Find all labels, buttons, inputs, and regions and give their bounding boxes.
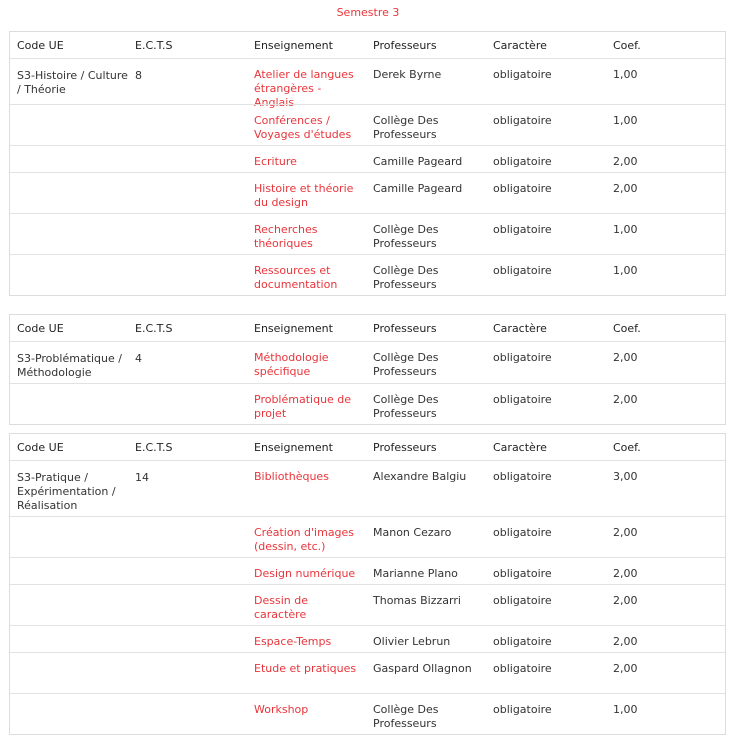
header-professeurs: Professeurs: [373, 441, 437, 454]
professeur-cell: Alexandre Balgiu: [373, 470, 467, 483]
header-professeurs: Professeurs: [373, 39, 437, 52]
table-row: [10, 172, 725, 214]
table-body: [10, 59, 725, 295]
professeur-cell: Collège Des Professeurs: [373, 223, 439, 250]
ue-code-cell: S3-Problématique / Méthodologie: [17, 352, 122, 379]
caractere-cell: obligatoire: [493, 114, 552, 127]
header-coef: Coef.: [613, 39, 641, 52]
enseignement-link[interactable]: Dessin de caractère: [254, 594, 308, 621]
caractere-cell: obligatoire: [493, 567, 552, 580]
caractere-cell: obligatoire: [493, 393, 552, 406]
caractere-cell: obligatoire: [493, 662, 552, 675]
header-caractere: Caractère: [493, 441, 547, 454]
caractere-cell: obligatoire: [493, 264, 552, 277]
enseignement-link[interactable]: Bibliothèques: [254, 470, 329, 483]
header-coef: Coef.: [613, 441, 641, 454]
enseignement-link[interactable]: Création d'images (dessin, etc.): [254, 526, 355, 553]
semester-title: Semestre 3: [336, 6, 400, 19]
table-row: [10, 625, 725, 653]
coef-cell: 2,00: [613, 662, 638, 675]
header-professeurs: Professeurs: [373, 322, 437, 335]
header-coef: Coef.: [613, 322, 641, 335]
table-row: [10, 213, 725, 255]
table-row: [10, 383, 725, 425]
table-row: [10, 584, 725, 626]
table-row: [10, 254, 725, 296]
caractere-cell: obligatoire: [493, 351, 552, 364]
professeur-cell: Derek Byrne: [373, 68, 442, 81]
table-row: [10, 59, 725, 109]
ects-cell: 4: [135, 352, 142, 365]
professeur-cell: Thomas Bizzarri: [373, 594, 461, 607]
table-row: [10, 461, 725, 516]
enseignement-link[interactable]: Problématique de projet: [254, 393, 352, 420]
coef-cell: 1,00: [613, 223, 638, 236]
ects-cell: 14: [135, 471, 149, 484]
caractere-cell: obligatoire: [493, 526, 552, 539]
coef-cell: 2,00: [613, 635, 638, 648]
enseignement-link[interactable]: Histoire et théorie du design: [254, 182, 354, 209]
coef-cell: 1,00: [613, 264, 638, 277]
header-code-ue: Code UE: [17, 322, 64, 335]
coef-cell: 2,00: [613, 155, 638, 168]
coef-cell: 2,00: [613, 526, 638, 539]
coef-cell: 3,00: [613, 470, 638, 483]
header-ects: E.C.T.S: [135, 39, 173, 52]
caractere-cell: obligatoire: [493, 68, 552, 81]
table-row: [10, 693, 725, 735]
table-row: [10, 342, 725, 383]
coef-cell: 2,00: [613, 182, 638, 195]
ue-table: [9, 31, 726, 296]
header-caractere: Caractère: [493, 322, 547, 335]
ects-cell: 8: [135, 69, 142, 82]
table-body: [10, 461, 725, 734]
ue-code-cell: S3-Pratique / Expérimentation / Réalisation: [17, 471, 116, 512]
table-header-row: [10, 315, 725, 342]
professeur-cell: Collège Des Professeurs: [373, 393, 439, 420]
enseignement-link[interactable]: Etude et pratiques: [254, 662, 357, 675]
ue-table: [9, 314, 726, 425]
professeur-cell: Marianne Plano: [373, 567, 458, 580]
coef-cell: 1,00: [613, 703, 638, 716]
caractere-cell: obligatoire: [493, 594, 552, 607]
professeur-cell: Camille Pageard: [373, 182, 463, 195]
professeur-cell: Gaspard Ollagnon: [373, 662, 472, 675]
enseignement-link[interactable]: Workshop: [254, 703, 309, 716]
professeur-cell: Collège Des Professeurs: [373, 351, 439, 378]
caractere-cell: obligatoire: [493, 223, 552, 236]
table-row: [10, 516, 725, 558]
enseignement-link[interactable]: Design numérique: [254, 567, 356, 580]
enseignement-link[interactable]: Ressources et documentation: [254, 264, 338, 291]
professeur-cell: Collège Des Professeurs: [373, 264, 439, 291]
table-row: [10, 104, 725, 146]
caractere-cell: obligatoire: [493, 155, 552, 168]
enseignement-link[interactable]: Conférences / Voyages d'études: [254, 114, 352, 141]
enseignement-link[interactable]: Recherches théoriques: [254, 223, 318, 250]
caractere-cell: obligatoire: [493, 182, 552, 195]
professeur-cell: Collège Des Professeurs: [373, 114, 439, 141]
ue-code-cell: S3-Histoire / Culture / Théorie: [17, 69, 128, 96]
table-header-row: [10, 32, 725, 59]
professeur-cell: Camille Pageard: [373, 155, 463, 168]
caractere-cell: obligatoire: [493, 703, 552, 716]
header-enseignement: Enseignement: [254, 441, 333, 454]
header-code-ue: Code UE: [17, 39, 64, 52]
table-row: [10, 557, 725, 585]
header-ects: E.C.T.S: [135, 441, 173, 454]
professeur-cell: Collège Des Professeurs: [373, 703, 439, 730]
caractere-cell: obligatoire: [493, 635, 552, 648]
header-ects: E.C.T.S: [135, 322, 173, 335]
coef-cell: 2,00: [613, 594, 638, 607]
professeur-cell: Manon Cezaro: [373, 526, 452, 539]
ue-table: [9, 433, 726, 735]
header-code-ue: Code UE: [17, 441, 64, 454]
coef-cell: 2,00: [613, 567, 638, 580]
table-row: [10, 652, 725, 694]
table-body: [10, 342, 725, 424]
coef-cell: 1,00: [613, 68, 638, 81]
header-enseignement: Enseignement: [254, 322, 333, 335]
caractere-cell: obligatoire: [493, 470, 552, 483]
enseignement-link[interactable]: Atelier de langues étrangères - Anglais: [254, 68, 354, 109]
enseignement-link[interactable]: Espace-Temps: [254, 635, 332, 648]
professeur-cell: Olivier Lebrun: [373, 635, 451, 648]
enseignement-link[interactable]: Ecriture: [254, 155, 297, 168]
header-caractere: Caractère: [493, 39, 547, 52]
enseignement-link[interactable]: Méthodologie spécifique: [254, 351, 329, 378]
coef-cell: 2,00: [613, 351, 638, 364]
coef-cell: 2,00: [613, 393, 638, 406]
coef-cell: 1,00: [613, 114, 638, 127]
table-header-row: [10, 434, 725, 461]
header-enseignement: Enseignement: [254, 39, 333, 52]
table-row: [10, 145, 725, 173]
